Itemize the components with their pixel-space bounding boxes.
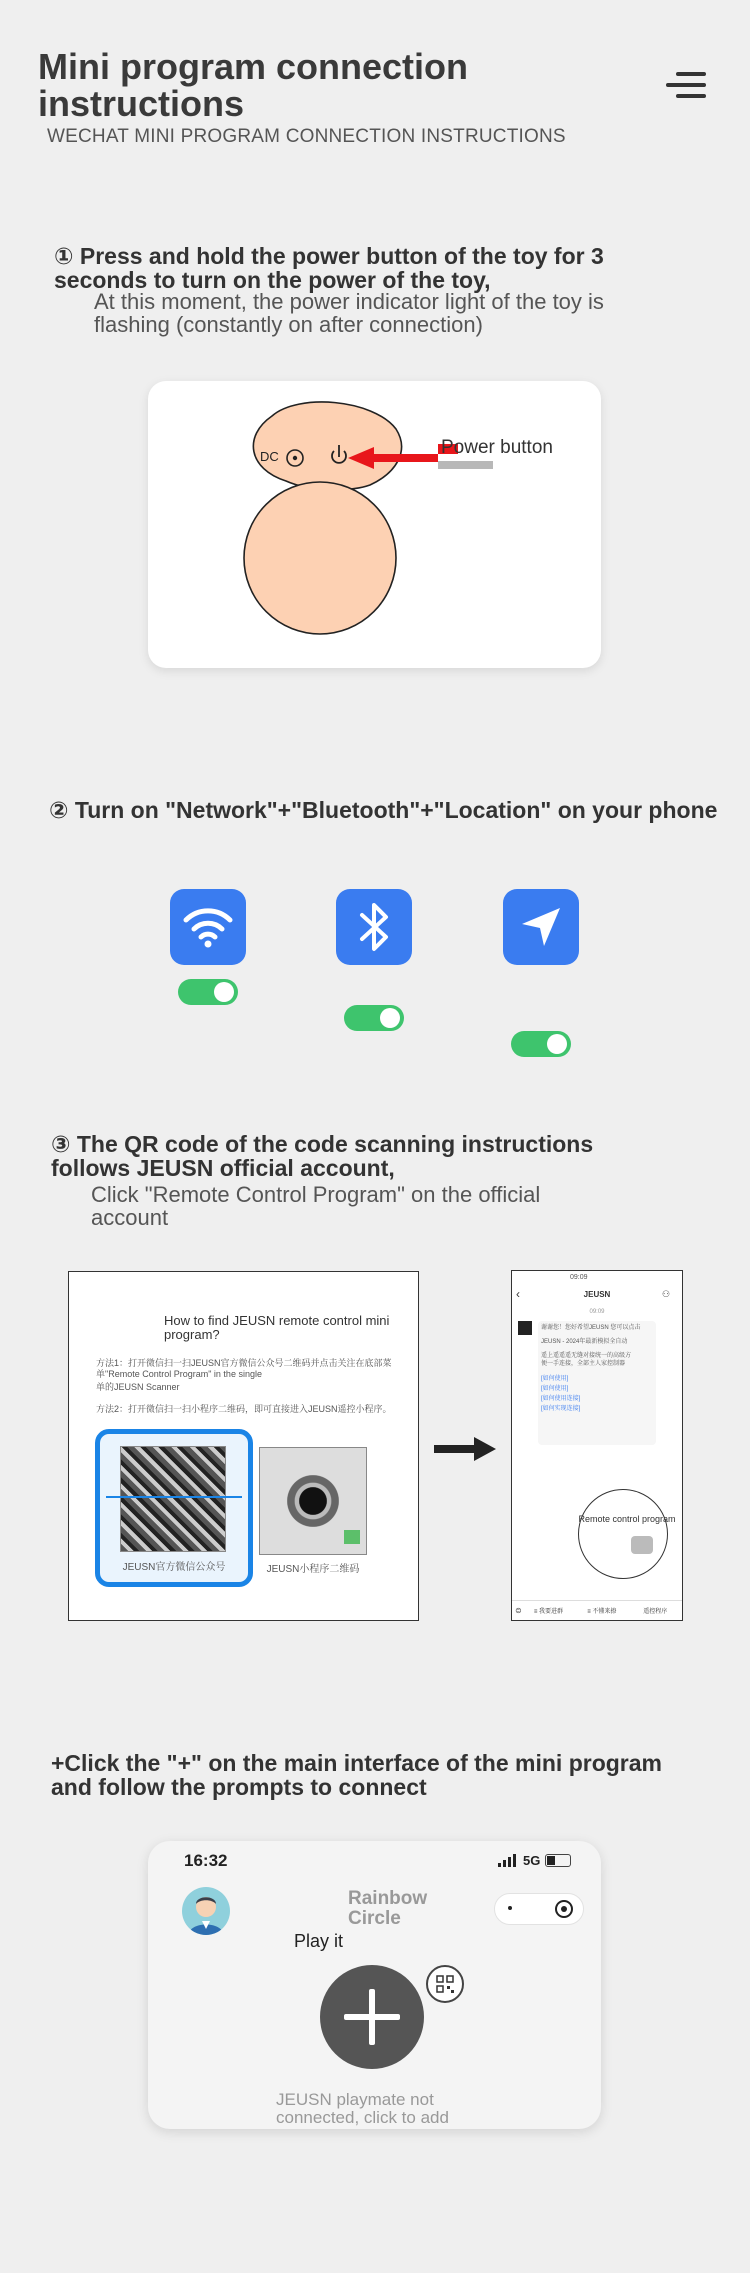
status-bar-right [498, 1853, 571, 1868]
qr-method1: 方法1：打开微信扫一扫JEUSN官方微信公众号二维码并点击关注在底部菜单"Remote Control Program" in the single [96, 1358, 392, 1379]
chat-link-3[interactable]: [如何使用连接] [541, 1396, 581, 1402]
back-chevron-icon[interactable]: ‹ [516, 1287, 520, 1301]
phone-bottom-menu [512, 1600, 682, 1619]
bluetooth-icon [336, 889, 412, 965]
toy-diagram [148, 381, 601, 668]
qr-instructions-panel [68, 1271, 419, 1621]
step2-heading: ② Turn on "Network"+"Bluetooth"+"Location" on your phone [49, 797, 718, 823]
chat-line-4: 便一手连接，全部主人家控制器 [541, 1361, 626, 1367]
page-title: Mini program connection instructions [38, 46, 469, 124]
chat-link-2[interactable]: [如何使用] [541, 1386, 569, 1392]
location-icon [503, 889, 579, 965]
app-name: Rainbow Circle [348, 1888, 428, 1929]
power-button-illustration [148, 381, 601, 668]
add-device-button[interactable] [320, 1965, 424, 2069]
more-dots-icon[interactable] [508, 1906, 512, 1910]
toy-head-shape [253, 402, 401, 490]
step3-heading: ③ The QR code of the code scanning instructions follows JEUSN official account, [51, 1131, 594, 1181]
official-account-avatar [518, 1321, 532, 1335]
official-account-phone-screenshot [511, 1270, 683, 1621]
menu-icon[interactable] [666, 72, 706, 98]
chat-line-2: JEUSN - 2024年最新模拟全自动 [541, 1339, 628, 1345]
menu-item-ask[interactable]: ≡ 不懂来撩 [587, 1608, 617, 1615]
phone-chat-time: 09:09 [589, 1309, 605, 1315]
keyboard-icon[interactable]: ⊜ [515, 1605, 522, 1615]
toy-body-shape [244, 482, 396, 634]
page-subtitle: WECHAT MINI PROGRAM CONNECTION INSTRUCTIONS [47, 126, 566, 147]
step3-detail: Click "Remote Control Program" on the official account [91, 1182, 541, 1230]
connection-status-text[interactable]: JEUSN playmate not connected, click to add [276, 2090, 449, 2127]
qr2-label: JEUSN小程序二维码 [266, 1564, 360, 1575]
status-time: 16:32 [184, 1851, 228, 1870]
step4-heading: +Click the "+" on the main interface of the mini program and follow the prompts to connect [51, 1750, 662, 1800]
menu-item-join-group[interactable]: ≡ 我要进群 [533, 1608, 563, 1615]
dc-label: DC [260, 449, 279, 464]
plus-icon [320, 1965, 424, 2069]
wifi-icon [170, 889, 246, 965]
profile-icon[interactable]: ⚇ [662, 1289, 671, 1299]
qr-scan-frame [95, 1429, 253, 1587]
phone-status-time: 09:09 [570, 1274, 588, 1281]
location-toggle[interactable] [511, 1031, 571, 1057]
avatar[interactable] [182, 1887, 230, 1935]
chat-line-1: 谢谢您！您好希望JEUSN 您可以点击 [541, 1325, 641, 1331]
mini-program-screenshot [148, 1841, 601, 2129]
battery-icon [545, 1854, 571, 1867]
qr-method1-en: 单的JEUSN Scanner [96, 1382, 180, 1392]
chat-link-4[interactable]: [如何实现连接] [541, 1406, 581, 1412]
scan-qr-icon[interactable] [426, 1965, 464, 2003]
chat-message-bubble [538, 1321, 656, 1445]
play-it-label: Play it [294, 1931, 344, 1951]
qr-panel-title: How to find JEUSN remote control mini program? [164, 1313, 390, 1342]
network-toggle[interactable] [178, 979, 238, 1005]
network-type: 5G [523, 1853, 541, 1868]
remote-control-program-label: Remote control program [578, 1514, 676, 1524]
official-account-qr-code [120, 1446, 226, 1552]
step1-heading: ① Press and hold the power button of the toy for 3 seconds to turn on the power of the toy, [54, 243, 604, 293]
mini-program-qr-code [259, 1447, 367, 1555]
arrow-right-icon [434, 1437, 496, 1466]
chat-line-3: 遥上遥遥遥无缝对接统一的高级方 [541, 1353, 632, 1359]
menu-item-remote-program[interactable]: 遥控程序 [643, 1608, 668, 1615]
capsule-menu[interactable] [494, 1893, 584, 1925]
bluetooth-toggle[interactable] [344, 1005, 404, 1031]
phone-chat-title: JEUSN [583, 1290, 611, 1299]
step1-detail: At this moment, the power indicator light of the toy is flashing (constantly on after connection) [94, 289, 604, 337]
close-mini-program-icon[interactable] [555, 1900, 573, 1918]
chat-link-1[interactable]: [如何使用] [541, 1376, 569, 1382]
qr1-label: JEUSN官方微信公众号 [122, 1562, 226, 1573]
power-button-label: Power button [441, 437, 553, 458]
signal-icon [498, 1854, 518, 1867]
qr-method2: 方法2：打开微信扫一扫小程序二维码，即可直接进入JEUSN遥控小程序。 [96, 1404, 392, 1414]
magnifier-bubble [578, 1489, 676, 1579]
